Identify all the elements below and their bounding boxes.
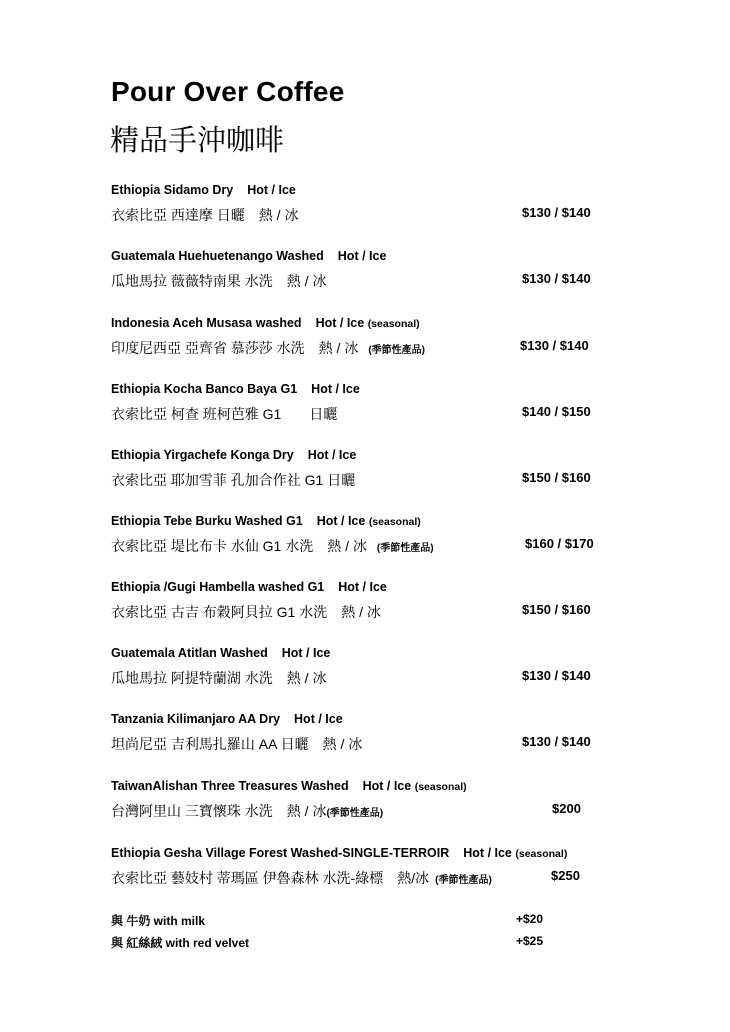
item-price: $130 / $140 <box>522 271 591 286</box>
item-name: Ethiopia Kocha Banco Baya G1 <box>111 382 298 396</box>
item-price: $150 / $160 <box>522 602 591 617</box>
item-name: Guatemala Huehuetenango Washed <box>111 249 324 263</box>
item-name-zh: 印度尼西亞 亞齊省 慕莎莎 水洗 熱 / 冰 <box>111 340 359 356</box>
item-name-zh: 衣索比亞 西達摩 日曬 熱 / 冰 <box>111 207 299 223</box>
item-name-zh: 坦尚尼亞 吉利馬扎羅山 AA 日曬 熱 / 冰 <box>111 736 363 752</box>
addon-red-velvet-price: +$25 <box>516 934 544 948</box>
item-temp: Hot / Ice <box>338 580 387 594</box>
item-name-zh: 衣索比亞 古吉 布穀阿貝拉 G1 水洗 熱 / 冰 <box>111 604 381 620</box>
item-price: $200 <box>552 801 581 816</box>
menu-item <box>111 183 611 233</box>
item-temp: Hot / Ice <box>316 514 366 528</box>
item-seasonal-note: (季節性產品) <box>376 543 434 554</box>
item-price: $250 <box>551 868 580 883</box>
item-temp: Hot / Ice <box>311 382 360 396</box>
item-name-zh: 台灣阿里山 三寶懷珠 水洗 熱 / 冰 <box>111 803 327 819</box>
menu-item <box>111 249 611 299</box>
item-temp: Hot / Ice <box>281 646 331 660</box>
item-price: $130 / $140 <box>520 338 589 353</box>
item-name-zh: 衣索比亞 藝妓村 蒂瑪區 伊魯森林 水洗-綠標 熱/冰 <box>111 870 430 886</box>
item-temp: Hot / Ice <box>362 779 412 793</box>
item-name-zh: 瓜地馬拉 薇薇特南果 水洗 熱 / 冰 <box>111 273 327 289</box>
item-name: Ethiopia Tebe Burku Washed G1 <box>111 514 303 528</box>
item-price: $130 / $140 <box>522 668 591 683</box>
item-name: TaiwanAlishan Three Treasures Washed <box>111 779 349 793</box>
item-temp: Hot / Ice <box>294 712 343 726</box>
menu-item <box>111 779 611 829</box>
menu-title-en: Pour Over Coffee <box>111 76 345 107</box>
item-seasonal-note: (季節性產品) <box>368 345 426 356</box>
item-price: $130 / $140 <box>522 734 591 749</box>
menu-item <box>111 382 611 432</box>
item-name: Indonesia Aceh Musasa washed <box>111 316 302 330</box>
addon-milk-label: 與 牛奶 with milk <box>111 914 206 928</box>
item-temp: Hot / Ice <box>307 448 357 462</box>
item-price: $130 / $140 <box>522 205 591 220</box>
item-seasonal: (seasonal) <box>515 848 568 860</box>
item-price: $150 / $160 <box>522 470 591 485</box>
item-temp: Hot / Ice <box>247 183 296 197</box>
item-name-zh: 衣索比亞 柯查 班柯芭雅 G1 日曬 <box>111 406 338 422</box>
item-seasonal: (seasonal) <box>368 516 421 528</box>
item-temp: Hot / Ice <box>315 316 365 330</box>
item-temp: Hot / Ice <box>463 846 512 860</box>
menu-item <box>111 514 611 564</box>
item-name: Ethiopia /Gugi Hambella washed G1 <box>111 580 325 594</box>
item-name-zh: 衣索比亞 堤比布卡 水仙 G1 水洗 熱 / 冰 <box>111 538 367 554</box>
item-price: $140 / $150 <box>522 404 591 419</box>
menu-item <box>111 316 611 366</box>
addon-milk-price: +$20 <box>516 912 544 926</box>
menu-item <box>111 580 611 630</box>
addon-red-velvet-label: 與 紅絲絨 with red velvet <box>111 936 250 950</box>
item-name: Ethiopia Sidamo Dry <box>111 183 234 197</box>
menu-title-zh: 精品手沖咖啡 <box>110 125 285 157</box>
item-name: Ethiopia Gesha Village Forest Washed-SINGLE-TERROIR <box>111 846 450 860</box>
item-name-zh: 衣索比亞 耶加雪菲 孔加合作社 G1 日曬 <box>111 472 356 488</box>
item-seasonal: (seasonal) <box>414 781 467 793</box>
item-price: $160 / $170 <box>525 536 594 551</box>
menu-item <box>111 846 611 896</box>
item-name-zh: 瓜地馬拉 阿提特蘭湖 水洗 熱 / 冰 <box>111 670 327 686</box>
item-seasonal-note: (季節性產品) <box>326 808 384 819</box>
menu-item <box>111 712 611 762</box>
menu-item <box>111 448 611 498</box>
item-seasonal-note: (季節性產品) <box>435 875 492 886</box>
item-temp: Hot / Ice <box>337 249 387 263</box>
item-name: Tanzania Kilimanjaro AA Dry <box>111 712 281 726</box>
menu-item <box>111 646 611 696</box>
item-name: Ethiopia Yirgachefe Konga Dry <box>111 448 294 462</box>
item-seasonal: (seasonal) <box>367 318 420 330</box>
item-name: Guatemala Atitlan Washed <box>111 646 268 660</box>
